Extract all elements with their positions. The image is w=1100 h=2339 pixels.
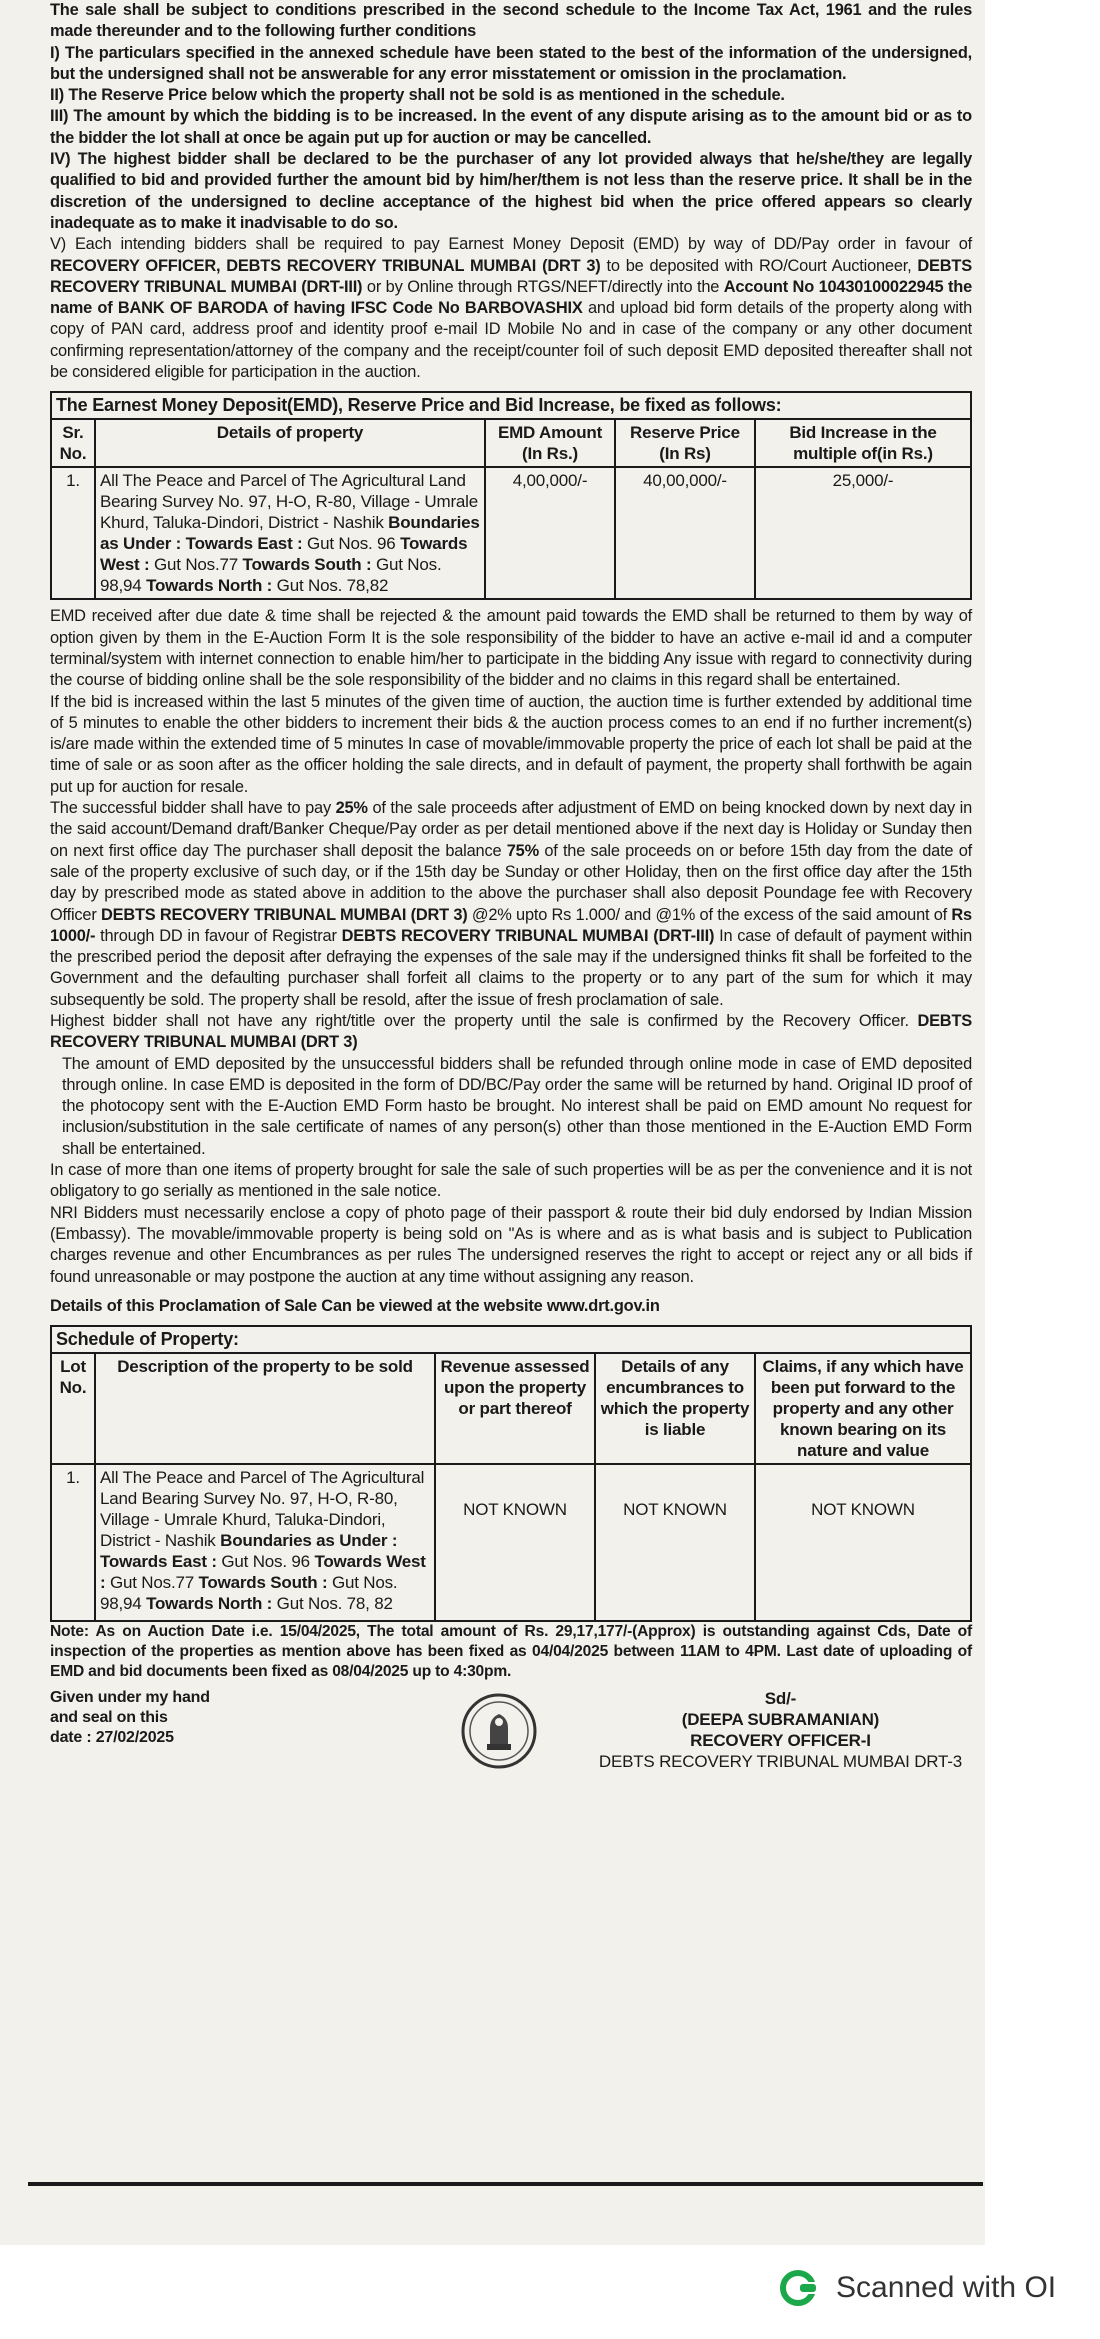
bottom-rule bbox=[28, 2182, 983, 2186]
condition-refund: The amount of EMD deposited by the unsuccessful bidders shall be refunded through online mode in case of EMD deposited through online. In case EMD is deposited in the form of DD/BC/Pay order the same will be returned by hand. Original ID proof of the photocopy sent with the E-Auction EMD Form hasto be brought. No interest shall be paid on EMD amount No request for inclusion/substitution in the sale certificate of names of any person(s) other than those mentioned in the E-Auction EMD Form shall be entertained. bbox=[62, 1054, 972, 1158]
scanner-logo-icon bbox=[780, 2268, 820, 2308]
schedule-header-description: Description of the property to be sold bbox=[95, 1353, 435, 1464]
condition-1: I) The particulars specified in the annexed schedule have been stated to the best of the information of the undersigned, but the undersigned shall not be answerable for any error misstatement or omission in the proclamation. bbox=[50, 43, 972, 83]
condition-nri: NRI Bidders must necessarily enclose a copy of photo page of their passport & route their bid duly endorsed by Indian Mission (Embassy). The movable/immovable property is being sold on "As is where and as is what basis and is subject to Publication charges revenue and other Encumbrances as per rules The undersigned reserves the right to accept or reject any or all bids if found unreasonable or may postpone the auction at any time without assigning any reason. bbox=[50, 1203, 972, 1286]
emd-sr: 1. bbox=[51, 467, 95, 599]
emd-table bbox=[50, 391, 972, 600]
auction-note: Note: As on Auction Date i.e. 15/04/2025, The total amount of Rs. 29,17,177/-(Approx) is outstanding against Cds, Date of inspection of the properties as mention above has been fixed as 04/04/2025 between 11AM to 4PM. Last date of uploading of EMD and bid documents been fixed as 08/04/2025 up to 4:30pm. bbox=[50, 1623, 972, 1681]
schedule-table bbox=[50, 1325, 972, 1622]
condition-payment: The successful bidder shall have to pay 25% of the sale proceeds after adjustment of EMD on being knocked down by next day in the said account/Demand draft/Banker Cheque/Pay order as per detail mentioned above if the next day is Holiday or Sunday then on next first office day The purchaser shall deposit the balance 75% of the sale proceeds on or before 15th day from the date of sale of the property exclusive of such day, or if the 15th day be Sunday or other Holiday, then on the first office day after the 15th day by prescribed mode as stated above in addition to the above the purchaser shall also deposit Poundage fee with Recovery Officer DEBTS RECOVERY TRIBUNAL MUMBAI (DRT 3) @2% upto Rs 1.000/ and @1% of the excess of the said amount of Rs 1000/- through DD in favour of Registrar DEBTS RECOVERY TRIBUNAL MUMBAI (DRT-III) In case of default of payment within the prescribed period the deposit after defraying the expenses of the sale may if the undersigned thinks fit shall be forfeited to the Government and the defaulting purchaser shall forfeit all claims to the property or to any part of the sum for which it may subsequently be sold. The property shall be resold, after the issue of fresh proclamation of sale. bbox=[50, 799, 972, 1009]
website-line: Details of this Proclamation of Sale Can be viewed at the website www.drt.gov.in bbox=[50, 1296, 660, 1315]
schedule-encumbrances: NOT KNOWN bbox=[595, 1464, 755, 1621]
table-row bbox=[51, 467, 971, 599]
emblem-seal-icon bbox=[460, 1692, 538, 1770]
emd-header-reserve: Reserve Price (In Rs) bbox=[615, 419, 755, 467]
schedule-header-revenue: Revenue assessed upon the property or part thereof bbox=[435, 1353, 595, 1464]
scanner-watermark bbox=[780, 2266, 1056, 2310]
officer-signature: Sd/- (DEEPA SUBRAMANIAN) RECOVERY OFFICER-I DEBTS RECOVERY TRIBUNAL MUMBAI DRT-3 bbox=[598, 1689, 962, 1772]
schedule-header-lot: Lot No. bbox=[51, 1353, 95, 1464]
condition-5: V) Each intending bidders shall be required to pay Earnest Money Deposit (EMD) by way of DD/Pay order in favour of RECOVERY OFFICER, DEBTS RECOVERY TRIBUNAL MUMBAI (DRT 3) to be deposited with RO/Court Auctioneer, DEBTS RECOVERY TRIBUNAL MUMBAI (DRT-III) or by Online through RTGS/NEFT/directly into the Account No 10430100022945 the name of BANK OF BARODA of having IFSC Code No BARBOVASHIX and upload bid form details of the property along with copy of PAN card, address proof and identity proof e-mail ID Mobile No and in case of the company or any other document confirming representation/attorney of the company and the receipt/counter foil of such deposit EMD deposited thereafter shall not be considered eligible for participation in the auction. bbox=[50, 235, 972, 382]
emd-header-amount: EMD Amount (In Rs.) bbox=[485, 419, 615, 467]
table-row bbox=[51, 1464, 971, 1621]
condition-multiple-items: In case of more than one items of property brought for sale the sale of such properties will be as per the convenience and it is not obligatory to go serially as mentioned in the sale notice. bbox=[50, 1161, 972, 1201]
emd-amount: 4,00,000/- bbox=[485, 467, 615, 599]
schedule-caption: Schedule of Property: bbox=[51, 1326, 971, 1353]
signature-block bbox=[50, 1688, 972, 1800]
schedule-claims: NOT KNOWN bbox=[755, 1464, 971, 1621]
emd-table-caption: The Earnest Money Deposit(EMD), Reserve Price and Bid Increase, be fixed as follows: bbox=[51, 392, 971, 419]
schedule-lot: 1. bbox=[51, 1464, 95, 1621]
intro-paragraph: The sale shall be subject to conditions prescribed in the second schedule to the Income Tax Act, 1961 and the rules made thereunder and to the following further conditions bbox=[50, 1, 972, 41]
schedule-header-claims: Claims, if any which have been put forward to the property and any other known bearing on its nature and value bbox=[755, 1353, 971, 1464]
reserve-price: 40,00,000/- bbox=[615, 467, 755, 599]
condition-2: II) The Reserve Price below which the property shall not be sold is as mentioned in the schedule. bbox=[50, 86, 785, 105]
scanner-text: Scanned with OI bbox=[836, 2271, 1057, 2304]
schedule-description: All The Peace and Parcel of The Agricultural Land Bearing Survey No. 97, H-O, R-80, Village - Umrale Khurd, Taluka-Dindori, District - Nashik Boundaries as Under : Towards East : Gut Nos. 96 Towards West : Gut Nos.77 Towards South : Gut Nos. 98,94 Towards North : Gut Nos. 78, 82 bbox=[95, 1464, 435, 1621]
emd-header-details: Details of property bbox=[95, 419, 485, 467]
condition-3: III) The amount by which the bidding is to be increased. In the event of any dispute arising as to the amount bid or as to the bidder the lot shall at once be again put up for auction or may be cancelled. bbox=[50, 107, 972, 147]
condition-title: Highest bidder shall not have any right/title over the property until the sale is confirmed by the Recovery Officer. DEBTS RECOVERY TRIBUNAL MUMBAI (DRT 3) bbox=[50, 1011, 972, 1052]
emd-property-details: All The Peace and Parcel of The Agricultural Land Bearing Survey No. 97, H-O, R-80, Village - Umrale Khurd, Taluka-Dindori, District - Nashik Boundaries as Under : Towards East : Gut Nos. 96 Towards West : Gut Nos.77 Towards South : Gut Nos. 98,94 Towards North : Gut Nos. 78,82 bbox=[95, 467, 485, 599]
schedule-header-encumbrances: Details of any encumbrances to which the property is liable bbox=[595, 1353, 755, 1464]
proclamation-text bbox=[50, 0, 972, 1800]
bid-increase: 25,000/- bbox=[755, 467, 971, 599]
emd-header-sr: Sr. No. bbox=[51, 419, 95, 467]
condition-bid-extension: If the bid is increased within the last 5 minutes of the given time of auction, the auction time is further extended by additional time of 5 minutes to enable the other bidders to increment their bids & the auction process comes to an end if no further increment(s) is/are made within the extended time of 5 minutes In case of movable/immovable property the price of each lot shall be paid at the time of sale or as soon after as the officer holding the sale directs, and in default of payment, the property shall forthwith be again put up for auction for resale. bbox=[50, 692, 972, 796]
schedule-revenue: NOT KNOWN bbox=[435, 1464, 595, 1621]
emd-header-increase: Bid Increase in the multiple of(in Rs.) bbox=[755, 419, 971, 467]
condition-4: IV) The highest bidder shall be declared to be the purchaser of any lot provided always that he/she/they are legally qualified to bid and provided further the amount bid by him/her/them is not less than the reserve price. It shall be in the discretion of the undersigned to decline acceptance of the highest bid when the price offered appears so clearly inadequate as to make it inadvisable to do so. bbox=[50, 150, 972, 232]
condition-emd-received: EMD received after due date & time shall be rejected & the amount paid towards the EMD shall be returned to them by way of option given by them in the E-Auction Form It is the sole responsibility of the bidder to have an active e-mail id and a computer terminal/system with internet connection to enable him/her to participate in the bidding Any issue with regard to connectivity during the course of bidding online shall be the sole responsibility of the bidder and no claims in this regard shall be entertained. bbox=[50, 607, 972, 690]
given-under-hand: Given under my hand and seal on this date : 27/02/2025 bbox=[50, 1689, 210, 1747]
